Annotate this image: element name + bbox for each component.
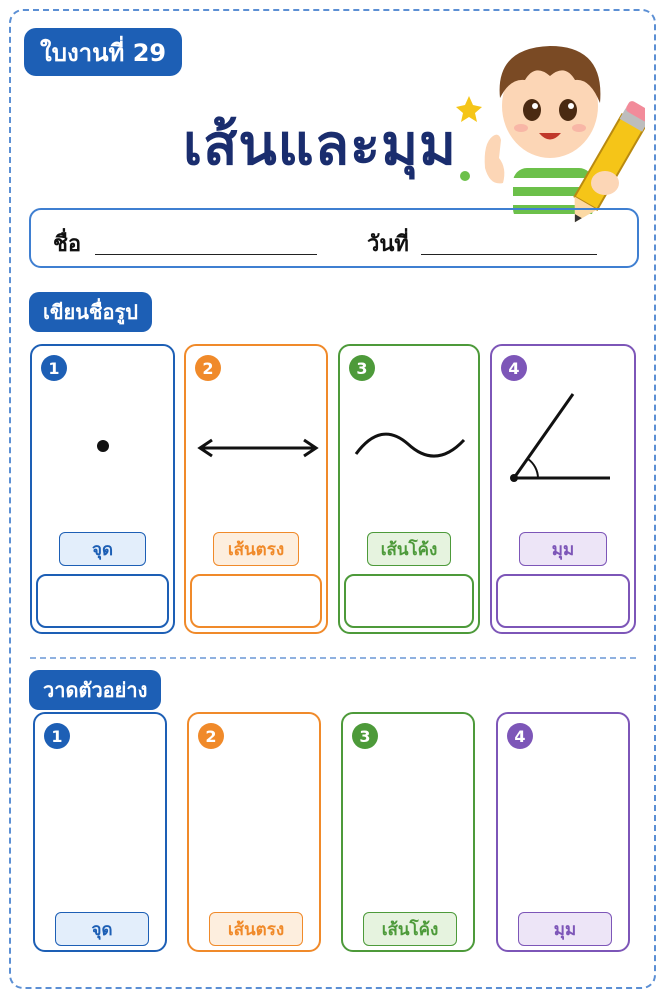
shape-label-chip: มุม <box>519 532 607 566</box>
drawing-card[interactable] <box>33 712 167 952</box>
card-number-badge: 3 <box>349 355 375 381</box>
shape-label-chip: เส้นตรง <box>213 532 299 566</box>
answer-box[interactable] <box>36 574 169 628</box>
name-label: ชื่อ <box>53 232 82 257</box>
shape-label-chip: จุด <box>55 912 149 946</box>
card-number-badge: 2 <box>195 355 221 381</box>
answer-box[interactable] <box>344 574 474 628</box>
straight-line-figure <box>192 386 322 486</box>
identify-card <box>338 344 480 634</box>
date-label: วันที่ <box>367 232 409 257</box>
drawing-card[interactable] <box>187 712 321 952</box>
identify-card <box>490 344 636 634</box>
shape-label-chip: มุม <box>518 912 612 946</box>
section-identify-heading: เขียนชื่อรูป <box>29 292 152 332</box>
name-input-line[interactable] <box>95 254 317 255</box>
drawing-card[interactable] <box>496 712 630 952</box>
shape-label-chip: เส้นตรง <box>209 912 303 946</box>
shape-label-chip: จุด <box>59 532 146 566</box>
card-number-badge: 1 <box>44 723 70 749</box>
name-date-box <box>29 208 639 268</box>
boy-mascot-illustration <box>455 18 645 223</box>
shape-label-chip: เส้นโค้ง <box>363 912 457 946</box>
section-draw-heading: วาดตัวอย่าง <box>29 670 161 710</box>
card-number-badge: 1 <box>41 355 67 381</box>
card-number-badge: 2 <box>198 723 224 749</box>
drawing-card[interactable] <box>341 712 475 952</box>
angle-figure <box>498 386 628 486</box>
worksheet-number-badge: ใบงานที่ 29 <box>24 28 182 76</box>
answer-box[interactable] <box>190 574 322 628</box>
shape-label-chip: เส้นโค้ง <box>367 532 451 566</box>
point-figure <box>38 386 168 486</box>
card-number-badge: 4 <box>507 723 533 749</box>
answer-box[interactable] <box>496 574 630 628</box>
page-title: เส้นและมุม <box>183 113 457 178</box>
date-input-line[interactable] <box>421 254 597 255</box>
card-number-badge: 3 <box>352 723 378 749</box>
curved-line-figure <box>346 386 476 486</box>
identify-card <box>184 344 328 634</box>
card-number-badge: 4 <box>501 355 527 381</box>
section-divider <box>30 657 636 659</box>
identify-card <box>30 344 175 634</box>
